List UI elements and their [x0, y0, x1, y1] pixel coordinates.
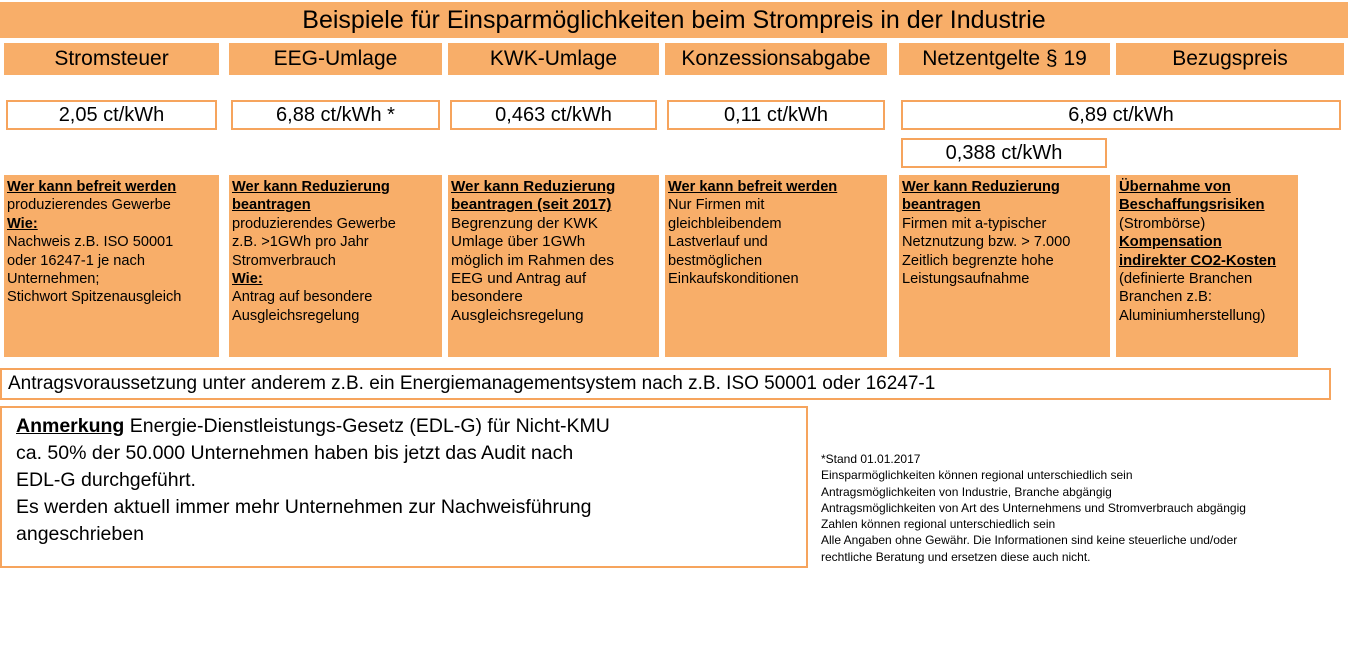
column-text: Netznutzung bzw. > 7.000: [902, 234, 1071, 251]
column-heading: Beschaffungsrisiken: [1119, 197, 1265, 214]
header-konzessionsabgabe: Konzessionsabgabe: [665, 43, 887, 75]
note-line: angeschrieben: [16, 523, 144, 545]
column-text: produzierendes Gewerbe: [7, 197, 171, 214]
column-text: gleichbleibendem: [668, 215, 782, 232]
column-text: z.B. >1GWh pro Jahr: [232, 234, 369, 251]
column-text: Unternehmen;: [7, 271, 100, 288]
column-text: oder 16247-1 je nach: [7, 252, 145, 269]
note-lead: Anmerkung: [16, 415, 125, 437]
column-text: Lastverlauf und: [668, 234, 768, 251]
note-first-line: [16, 413, 806, 440]
column-stromsteuer: [4, 175, 219, 357]
column-heading: Wer kann befreit werden: [7, 179, 177, 195]
column-text: (Strombörse): [1119, 215, 1206, 232]
value-stromsteuer: 2,05 ct/kWh: [6, 100, 217, 130]
column-text: EEG und Antrag auf: [451, 270, 587, 288]
footnote-line: Zahlen können regional unterschiedlich sein: [821, 517, 1056, 532]
column-heading: Wie:: [232, 271, 263, 288]
column-text: besondere: [451, 288, 523, 306]
column-text: Ausgleichsregelung: [232, 307, 360, 324]
column-text: Stichwort Spitzenausgleich: [7, 289, 182, 306]
column-text: Zeitlich begrenzte hohe: [902, 252, 1054, 269]
column-text: Branchen z.B:: [1119, 289, 1212, 306]
footnotes: [821, 451, 1348, 565]
column-heading: Wie:: [7, 215, 38, 232]
column-netzentgelte: [899, 175, 1110, 357]
column-text: Firmen mit a-typischer: [902, 215, 1047, 232]
column-bezugspreis: [1116, 175, 1298, 357]
column-text: Umlage über 1GWh: [451, 233, 586, 251]
column-text: Leistungsaufnahme: [902, 271, 1030, 288]
antrag-requirement: Antragsvoraussetzung unter anderem z.B. ein Energiemanagementsystem nach z.B. ISO 50001 oder 16247-1: [0, 368, 1331, 400]
column-heading: beantragen: [902, 197, 981, 214]
footnote-line: Antragsmöglichkeiten von Art des Unternehmens und Stromverbrauch abgängig: [821, 500, 1246, 515]
header-stromsteuer: Stromsteuer: [4, 43, 219, 75]
note-line: ca. 50% der 50.000 Unternehmen haben bis jetzt das Audit nach: [16, 442, 574, 464]
column-text: Stromverbrauch: [232, 252, 336, 269]
column-text: Antrag auf besondere: [232, 289, 373, 306]
header-netzentgelte: Netzentgelte § 19: [899, 43, 1110, 75]
header-kwk-umlage: KWK-Umlage: [448, 43, 659, 75]
column-heading: indirekter CO2-Kosten: [1119, 252, 1277, 269]
column-heading: Wer kann Reduzierung: [902, 179, 1060, 195]
column-heading: beantragen: [232, 197, 311, 214]
column-text: Begrenzung der KWK: [451, 214, 598, 232]
footnote-line: Alle Angaben ohne Gewähr. Die Informationen sind keine steuerliche und/oder: [821, 533, 1238, 548]
value-netzentgelte-19: 0,388 ct/kWh: [901, 138, 1107, 168]
column-heading: Wer kann Reduzierung: [451, 178, 616, 195]
column-text: Einkaufskonditionen: [668, 271, 799, 288]
column-text: Aluminiumherstellung): [1119, 307, 1266, 324]
column-kwk-umlage: [448, 175, 659, 357]
note-line: Es werden aktuell immer mehr Unternehmen zur Nachweisführung: [16, 496, 592, 518]
column-text: Ausgleichsregelung: [451, 306, 584, 324]
value-netzentgelte-bezugspreis: 6,89 ct/kWh: [901, 100, 1341, 130]
header-eeg-umlage: EEG-Umlage: [229, 43, 442, 75]
column-heading: beantragen (seit 2017): [451, 196, 612, 214]
footnote-line: *Stand 01.01.2017: [821, 452, 921, 466]
column-heading: Kompensation: [1119, 234, 1222, 251]
page-title: Beispiele für Einsparmöglichkeiten beim Strompreis in der Industrie: [0, 2, 1348, 38]
column-heading: Wer kann befreit werden: [668, 179, 838, 195]
footnote-line: Antragsmöglichkeiten von Industrie, Branche abgängig: [821, 484, 1112, 499]
column-text: möglich im Rahmen des: [451, 251, 614, 269]
column-text: Nachweis z.B. ISO 50001: [7, 234, 174, 251]
footnote-line: Einsparmöglichkeiten können regional unterschiedlich sein: [821, 468, 1133, 483]
column-text: bestmöglichen: [668, 252, 763, 269]
value-kwk-umlage: 0,463 ct/kWh: [450, 100, 657, 130]
footnote-line: rechtliche Beratung und ersetzen diese auch nicht.: [821, 549, 1091, 564]
column-text: Nur Firmen mit: [668, 197, 765, 214]
note-first-rest: Energie-Dienstleistungs-Gesetz (EDL-G) für Nicht-KMU: [124, 415, 610, 437]
note-box: [0, 406, 808, 568]
value-eeg-umlage: 6,88 ct/kWh *: [231, 100, 440, 130]
column-heading: Wer kann Reduzierung: [232, 179, 390, 195]
column-konzessionsabgabe: [665, 175, 887, 357]
column-text: produzierendes Gewerbe: [232, 215, 396, 232]
column-eeg-umlage: [229, 175, 442, 357]
header-bezugspreis: Bezugspreis: [1116, 43, 1344, 75]
column-heading: Übernahme von: [1119, 179, 1231, 195]
note-line: EDL-G durchgeführt.: [16, 469, 196, 491]
value-konzessionsabgabe: 0,11 ct/kWh: [667, 100, 885, 130]
column-text: (definierte Branchen: [1119, 271, 1253, 288]
